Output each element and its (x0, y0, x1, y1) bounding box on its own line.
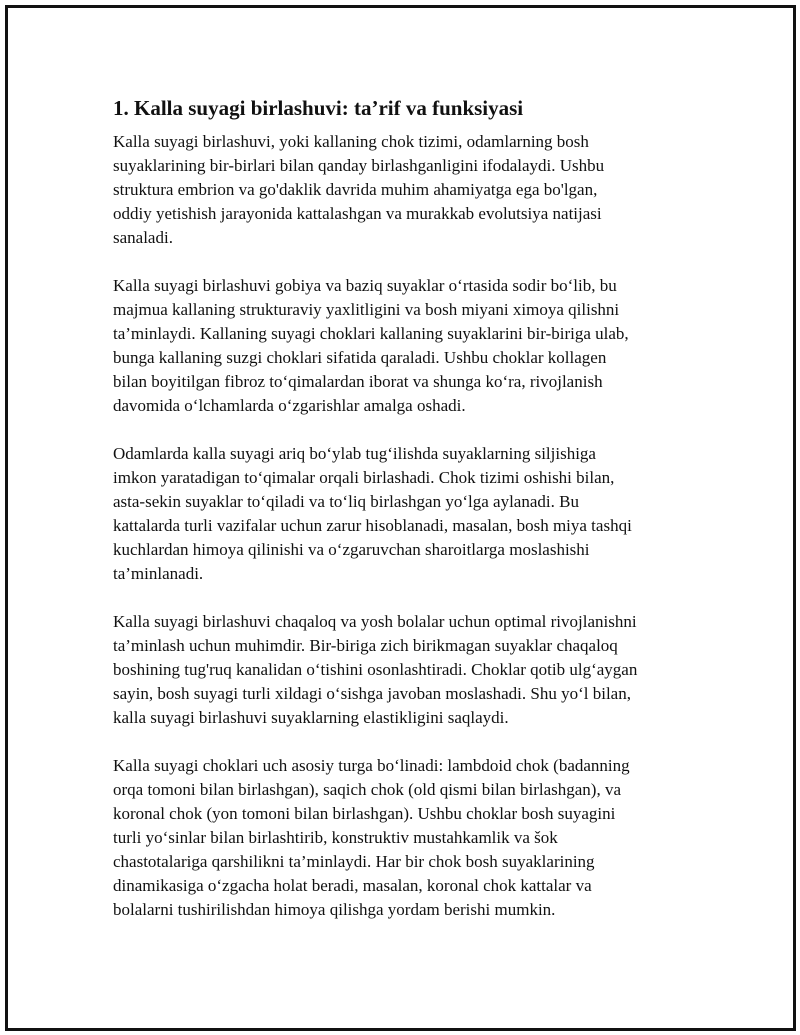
paragraph-1: Kalla suyagi birlashuvi, yoki kallaning chok tizimi, odamlarning bosh suyaklarining bir-birlari bilan qanday birlashganligini ifodalaydi. Ushbu struktura embrion va go'daklik davrida muhim ahamiyatga ega bo'lgan, oddiy yetishish jarayonida kattalashgan va murakkab evolutsiya natijasi sanaladi. (113, 132, 605, 247)
paragraph-5: Kalla suyagi choklari uch asosiy turga bo‘linadi: lambdoid chok (badanning orqa tomoni bilan birlashgan), saqich chok (old qismi bilan birlashgan), va koronal chok (yon tomoni bilan birlashgan). Ushbu choklar bosh suyagini turli yo‘sinlar bilan birlashtirib, konstruktiv mustahkamlik va šok chastotalariga qarshilikni ta’minlaydi. Har bir chok bosh suyaklarining dinamikasiga o‘zgacha holat beradi, masalan, koronal chok kattalar va bolalarni tushirilishdan himoya qilishga yordam berishi mumkin. (113, 756, 630, 919)
paragraph-2: Kalla suyagi birlashuvi gobiya va baziq suyaklar o‘rtasida sodir bo‘lib, bu majmua kallaning strukturaviy yaxlitligini va bosh miyani ximoya qilishni ta’minlaydi. Kallaning suyagi choklari kallaning suyaklarini bir-biriga ulab, bunga kallaning suzgi choklari sifatida qaraladi. Ushbu choklar kollagen bilan boyitilgan fibroz to‘qimalardan iborat va shunga ko‘ra, rivojlanish davomida o‘lchamlarda o‘zgarishlar amalga oshadi. (113, 276, 629, 415)
paragraph-4: Kalla suyagi birlashuvi chaqaloq va yosh bolalar uchun optimal rivojlanishni ta’minlash uchun muhimdir. Bir-biriga zich birikmagan suyaklar chaqaloq boshining tug'ruq kanalidan o‘tishini osonlashtiradi. Choklar qotib ulg‘aygan sayin, bosh suyagi turli xildagi o‘sishga javoban moslashadi. Shu yo‘l bilan, kalla suyagi birlashuvi suyaklarning elastikligini saqlaydi. (113, 612, 638, 727)
document-body (113, 94, 693, 946)
section-heading: 1. Kalla suyagi birlashuvi: ta’rif va funksiyasi (113, 96, 524, 120)
paragraph-3: Odamlarda kalla suyagi ariq bo‘ylab tug‘ilishda suyaklarning siljishiga imkon yaratadigan to‘qimalar orqali birlashadi. Chok tizimi oshishi bilan, asta-sekin suyaklar to‘qiladi va to‘liq birlashgan yo‘lga aylanadi. Bu kattalarda turli vazifalar uchun zarur hisoblanadi, masalan, bosh miya tashqi kuchlardan himoya qilinishi va o‘zgaruvchan sharoitlarga moslashishi ta’minlanadi. (113, 444, 632, 583)
